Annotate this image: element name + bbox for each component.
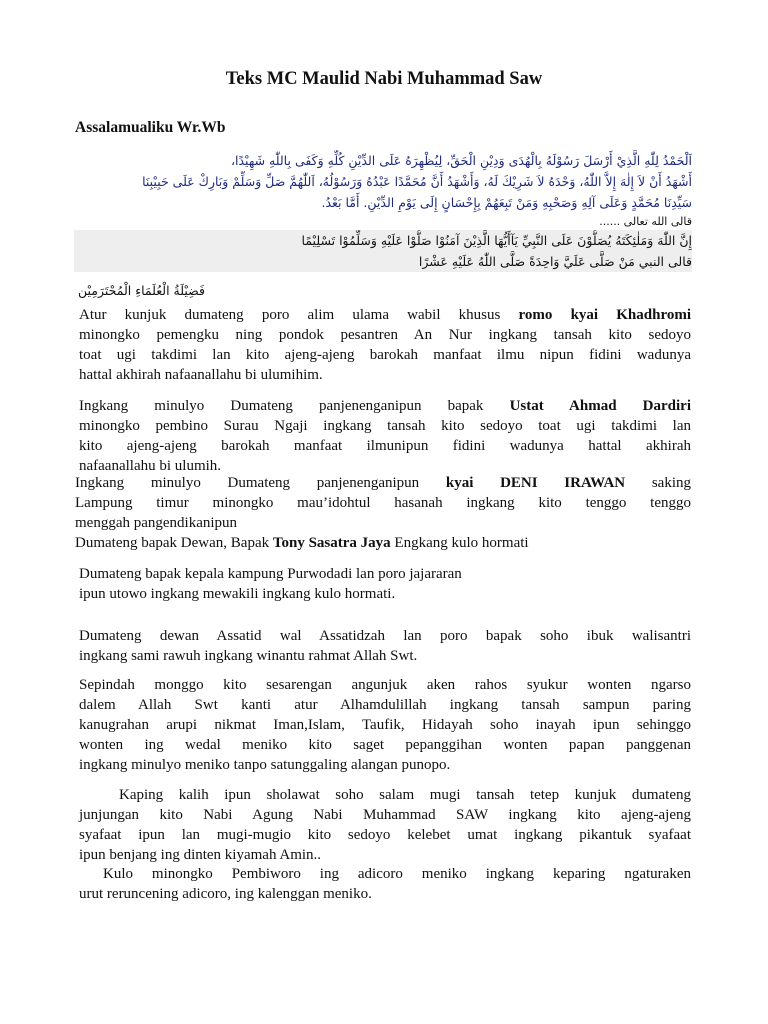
paragraph-9-line-1: Kulo minongko Pembiworo ing adicoro meniko ingkang keparing ngaturaken: [103, 866, 691, 882]
paragraph-5: [79, 564, 691, 604]
paragraph-1-line-4: hattal akhirah nafaanallahu bi ulumihim.: [79, 367, 323, 383]
paragraph-7-line-5: ingkang minulyo meniko tanpo satunggaling alangan punopo.: [79, 757, 451, 773]
arabic-line-5: إِنَّ اللّٰهَ وَمَلٰئِكَتَهُ يُصَلُّوْنَ عَلَى النَّبِيِّ يَآأَيُّهَا الَّذِيْنَ آمَنُوْا صَلُّوْا عَلَيْهِ وَسَلِّمُوْا تَسْلِيْمًا: [74, 230, 692, 251]
paragraph-7-line-2: dalem Allah Swt kanti atur Alhamdulillah ingkang tansah sampun paring: [79, 697, 691, 713]
paragraph-2: [79, 396, 691, 476]
paragraph-7-line-3: kanugrahan arupi nikmat Iman,Islam, Taufik, Hidayah soho inayah ipun sehinggo: [79, 717, 691, 733]
paragraph-3: [75, 473, 691, 533]
paragraph-6-line-1: Dumateng dewan Assatid wal Assatidzah lan poro bapak soho ibuk walisantri: [79, 628, 691, 644]
paragraph-7: [79, 675, 691, 775]
p3-text-a: Ingkang minulyo Dumateng panjenenganipun: [75, 475, 446, 491]
paragraph-7-line-1: Sepindah monggo kito sesarengan angunjuk aken rahos syukur wonten ngarso: [79, 677, 691, 693]
paragraph-3-line-1: [75, 473, 691, 493]
p2-text-a: Ingkang minulyo Dumateng panjenenganipun bapak: [79, 398, 510, 414]
paragraph-2-line-4: nafaanallahu bi ulumih.: [79, 458, 222, 474]
paragraph-8-line-2: junjungan kito Nabi Agung Nabi Muhammad SAW ingkang kito ajeng-ajeng: [79, 807, 691, 823]
document-title: Teks MC Maulid Nabi Muhammad Saw: [225, 69, 543, 89]
paragraph-4: [75, 533, 691, 553]
p4-text-c: Engkang kulo hormati: [390, 535, 529, 551]
paragraph-5-line-1: Dumateng bapak kepala kampung Purwodadi lan poro jajararan: [79, 566, 462, 582]
p3-name-bold: kyai DENI IRAWAN: [445, 475, 626, 491]
paragraph-4-line-1: [75, 533, 691, 553]
arabic-line-6: قالى النبي مَنْ صَلَّى عَلَيَّ وَاحِدَةً صَلَّى اللّٰهُ عَلَيْهِ عَشْرًا: [74, 251, 692, 272]
paragraph-1-line-1: [79, 305, 691, 325]
paragraph-6-line-2: ingkang sami rawuh ingkang winantu rahmat Allah Swt.: [79, 648, 418, 664]
arabic-line-2: أَشْهَدُ أَنْ لاَ إِلٰهَ إِلاَّ اللّٰهُ، وَحْدَهُ لاَ شَرِيْكَ لَهُ، وَأَشْهَدُ أَنَّ مُحَمَّدًا عَبْدُهُ وَرَسُوْلُهُ، اَللّٰهُمَّ صَلِّ وَسَلِّمْ وَبَارِكْ عَلَى حَبِيْبِنَا: [142, 174, 692, 189]
arabic-line-1: اَلْحَمْدُ لِلّٰهِ الَّذِيْ أَرْسَلَ رَسُوْلَهُ بِالْهُدَى وَدِيْنِ الْحَقِّ، لِيُظْهِرَهُ عَلَى الدِّيْنِ كُلِّهِ وَكَفَى بِاللّٰهِ شَهِيْدًا،: [230, 153, 692, 168]
p1-name-bold: romo kyai Khadhromi: [518, 307, 691, 323]
p2-name-bold: Ustat Ahmad Dardiri: [509, 398, 692, 414]
paragraph-1: [79, 305, 691, 385]
arabic-line-4: قالى الله تعالى ......: [599, 215, 692, 228]
arabic-line-3: سَيِّدِنَا مُحَمَّدٍ وَعَلَى آلِهِ وَصَحْبِهِ وَمَنْ تَبِعَهُمْ بِإِحْسَانٍ إِلَى يَوْمِ الدِّيْنِ. أَمَّا بَعْدُ.: [321, 195, 692, 210]
paragraph-1-line-2: minongko pemengku ning pondok pesantren An Nur ingkang tansah kito sedoyo: [79, 327, 691, 343]
paragraph-8-line-3: syafaat ipun lan mugi-mugio kito sedoyo kelebet umat ingkang pikantuk syafaat: [79, 827, 691, 843]
greeting: Assalamualiku Wr.Wb: [75, 119, 226, 136]
paragraph-8-line-4: ipun benjang ing dinten kiyamah Amin..: [79, 847, 322, 863]
paragraph-1-line-3: toat ugi takdimi lan kito ajeng-ajeng barokah manfaat ilmu nipun fidini wadunya: [79, 347, 691, 363]
paragraph-2-line-2: minongko pembino Surau Ngaji ingkang tansah kito sedoyo toat ugi takdimi lan: [79, 418, 691, 434]
paragraph-2-line-1: [79, 396, 691, 416]
paragraph-5-line-2: ipun utowo ingkang mewakili ingkang kulo hormati.: [79, 586, 396, 602]
paragraph-9-line-2: urut reruncening adicoro, ing kalenggan meniko.: [79, 886, 372, 902]
p4-name-bold: Tony Sasatra Jaya: [272, 535, 391, 551]
paragraph-3-line-2: Lampung timur minongko mau’idohtul hasanah ingkang kito tenggo tenggo: [75, 495, 691, 511]
p3-text-c: saking: [625, 475, 691, 491]
p1-text-a: Atur kunjuk dumateng poro alim ulama wabil khusus: [79, 307, 519, 323]
paragraph-7-line-4: wonten ing wedal meniko kito saget pepanggihan wonten papan panggenan: [79, 737, 691, 753]
paragraph-8: [79, 785, 691, 865]
arabic-heading: فَضِيْلَةُ الْعُلَمَاءِ الْمُحْتَرَمِيْن: [78, 283, 205, 298]
paragraph-2-line-3: kito ajeng-ajeng barokah manfaat ilmunipun fidini wadunya hattal akhirah: [79, 438, 691, 454]
paragraph-3-line-3: menggah pangendikanipun: [75, 515, 238, 531]
p4-text-a: Dumateng bapak Dewan, Bapak: [75, 535, 273, 551]
paragraph-9: [79, 864, 691, 904]
paragraph-6: [79, 626, 691, 666]
paragraph-8-line-1: Kaping kalih ipun sholawat soho salam mugi tansah tetep kunjuk dumateng: [119, 787, 691, 803]
arabic-opening: [74, 150, 692, 272]
